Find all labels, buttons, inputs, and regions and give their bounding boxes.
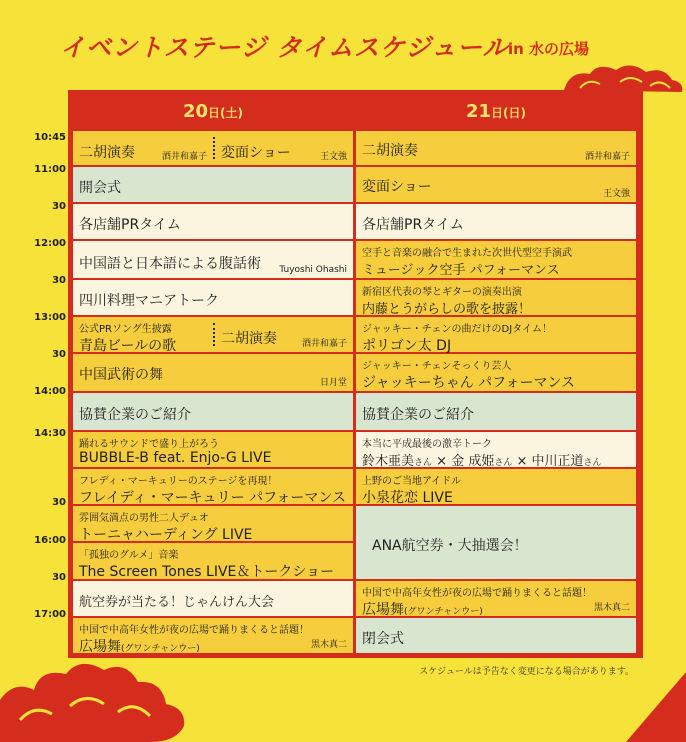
slot-title: 広場舞 [362, 602, 404, 618]
day1-date-unit: 日 [208, 106, 221, 120]
slot-performer: 酒井和嘉子 [301, 339, 347, 349]
slot-description: 雰囲気満点の男性二人デュオ [79, 513, 209, 524]
time-label: 12:00 [34, 238, 66, 249]
schedule-slot [356, 167, 636, 203]
time-label: 14:30 [34, 428, 66, 439]
slot-reading: (グワンチャンウー) [121, 644, 200, 654]
schedule-slot [73, 506, 353, 542]
time-label: 30 [52, 572, 66, 583]
slot-description: 本当に平成最後の激辛トーク [362, 439, 492, 450]
slot-reading: (グワンチャンウー) [404, 607, 483, 617]
slot-title: フレイディ・マーキュリー パフォーマンス [79, 490, 346, 506]
schedule-slot [73, 354, 353, 392]
schedule-slot [73, 432, 353, 468]
slot-title: 内藤とうがらしの歌を披露！ [362, 302, 532, 317]
time-label: 16:00 [34, 535, 66, 546]
schedule-slot [73, 204, 353, 240]
slot-title: 各店舗PRタイム [79, 217, 181, 233]
time-label: 17:00 [34, 609, 66, 620]
slot-description: 中国で中高年女性が夜の広場で踊りまくると話題！ [362, 588, 592, 599]
slot-title: 変面ショー [362, 179, 432, 195]
slot-title: トーニャハーディング LIVE [79, 527, 253, 543]
schedule-slot [356, 241, 636, 279]
day2-date-unit: 日 [491, 106, 504, 120]
slot-description: 「孤独のグルメ」音楽 [79, 550, 179, 561]
slot-title: 小泉花恋 LIVE [362, 490, 453, 506]
slot-title: 鈴木亜美 [362, 454, 415, 469]
slot-title: The Screen Tones LIVE＆トークショー [79, 564, 335, 580]
slot-honorific: さん [414, 458, 433, 468]
slot-title: 広場舞 [79, 639, 121, 655]
slot-title: 青島ビールの歌 [79, 338, 177, 354]
page-subtitle: in 水の広場 [508, 40, 590, 58]
time-label: 11:00 [34, 164, 66, 175]
slot-title: ミュージック空手 パフォーマンス [362, 263, 560, 278]
schedule-note: スケジュールは予告なく変更になる場合があります。 [419, 667, 634, 677]
slot-performer: 日月堂 [319, 378, 347, 388]
slot-honorific: さん [494, 458, 513, 468]
cloud-decoration-icon [0, 650, 190, 742]
time-label: 30 [52, 349, 66, 360]
slot-performer: 王文強 [319, 152, 347, 162]
slot-title: BUBBLE-B feat. Enjo-G LIVE [79, 450, 272, 466]
slot-title: 協賛企業のご紹介 [79, 407, 191, 423]
slot-performer: 酒井和嘉子 [161, 152, 207, 162]
day2-date: 21 [465, 101, 492, 122]
slot-title: ポリゴン太 DJ [362, 338, 452, 354]
slot-title: × 金 成姫 [432, 454, 495, 469]
slot-title: 二胡演奏 [79, 145, 135, 161]
slot-description: ジャッキー・チェンそっくり芸人 [362, 361, 512, 372]
schedule-slot [73, 317, 353, 353]
slot-performer: Tuyoshi Ohashi [279, 265, 347, 275]
page-title: イベントステージ タイムスケジュール [60, 33, 509, 62]
slot-description: 空手と音楽の融合で生まれた次世代型空手演武 [362, 248, 572, 259]
schedule-slot [356, 280, 636, 316]
schedule-slot [356, 393, 636, 431]
slot-title: 中国武術の舞 [79, 367, 163, 383]
schedule-slot [73, 543, 353, 580]
slot-title: 変面ショー [221, 145, 291, 161]
slot-description: 新宿区代表の琴とギターの演奏出演 [362, 287, 522, 298]
slot-title: 四川料理マニアトーク [79, 293, 219, 309]
schedule-slot [356, 506, 636, 580]
slot-title: 協賛企業のご紹介 [362, 407, 474, 423]
slot-description: 中国で中高年女性が夜の広場で踊りまくると話題！ [79, 625, 309, 636]
slot-performer: 黒木真二 [310, 640, 347, 650]
time-label: 30 [52, 275, 66, 286]
slot-description: フレディ・マーキュリーのステージを再現！ [79, 476, 278, 487]
slot-title: 航空券が当たる！じゃんけん大会 [79, 595, 275, 610]
schedule-slot [356, 432, 636, 468]
day1-date: 20 [182, 101, 209, 122]
slot-title: 二胡演奏 [362, 143, 418, 159]
slot-title: × 中川正道 [512, 454, 584, 469]
slot-title: 開会式 [79, 180, 121, 196]
slot-performer: 黒木真二 [593, 603, 630, 613]
schedule-slot [356, 581, 636, 617]
schedule-slot [73, 469, 353, 505]
slot-title: ジャッキーちゃん パフォーマンス [362, 375, 576, 391]
schedule-slot [73, 241, 353, 279]
schedule-slot [73, 618, 353, 654]
day1-weekday: (土) [220, 106, 244, 120]
time-label: 10:45 [34, 132, 66, 143]
schedule-slot [73, 131, 353, 166]
schedule-slot [356, 204, 636, 240]
schedule-slot [73, 167, 353, 203]
day2-header [356, 95, 636, 129]
time-label: 14:00 [34, 386, 66, 397]
time-label: 13:00 [34, 312, 66, 323]
slot-title: 中国語と日本語による腹話術 [79, 256, 261, 272]
slot-title: 二胡演奏 [221, 331, 277, 347]
schedule-slot [73, 280, 353, 316]
schedule-slot [356, 469, 636, 505]
schedule-slot [356, 618, 636, 654]
schedule-slot [356, 131, 636, 166]
time-label: 30 [52, 201, 66, 212]
schedule-slot [356, 317, 636, 353]
slot-honorific: さん [583, 458, 602, 468]
day2-weekday: (日) [503, 106, 527, 120]
slot-description: 上野のご当地アイドル [362, 476, 462, 487]
slot-title: 閉会式 [362, 631, 404, 647]
slot-description: 踊れるサウンドで盛り上がろう [79, 439, 219, 450]
corner-deco-icon [626, 672, 686, 742]
slot-performer: 酒井和嘉子 [584, 152, 630, 162]
schedule-slot [356, 354, 636, 392]
slot-description: ジャッキー・チェンの曲だけのDJタイム！ [362, 324, 552, 335]
day1-header [73, 95, 353, 129]
schedule-slot [73, 393, 353, 431]
slot-description: 公式PRソング生披露 [79, 324, 172, 335]
slot-title: ANA航空券・大抽選会！ [372, 538, 528, 554]
schedule-slot [73, 581, 353, 617]
slot-performer: 王文強 [602, 189, 630, 199]
time-label: 30 [52, 497, 66, 508]
slot-title: 各店舗PRタイム [362, 217, 464, 233]
